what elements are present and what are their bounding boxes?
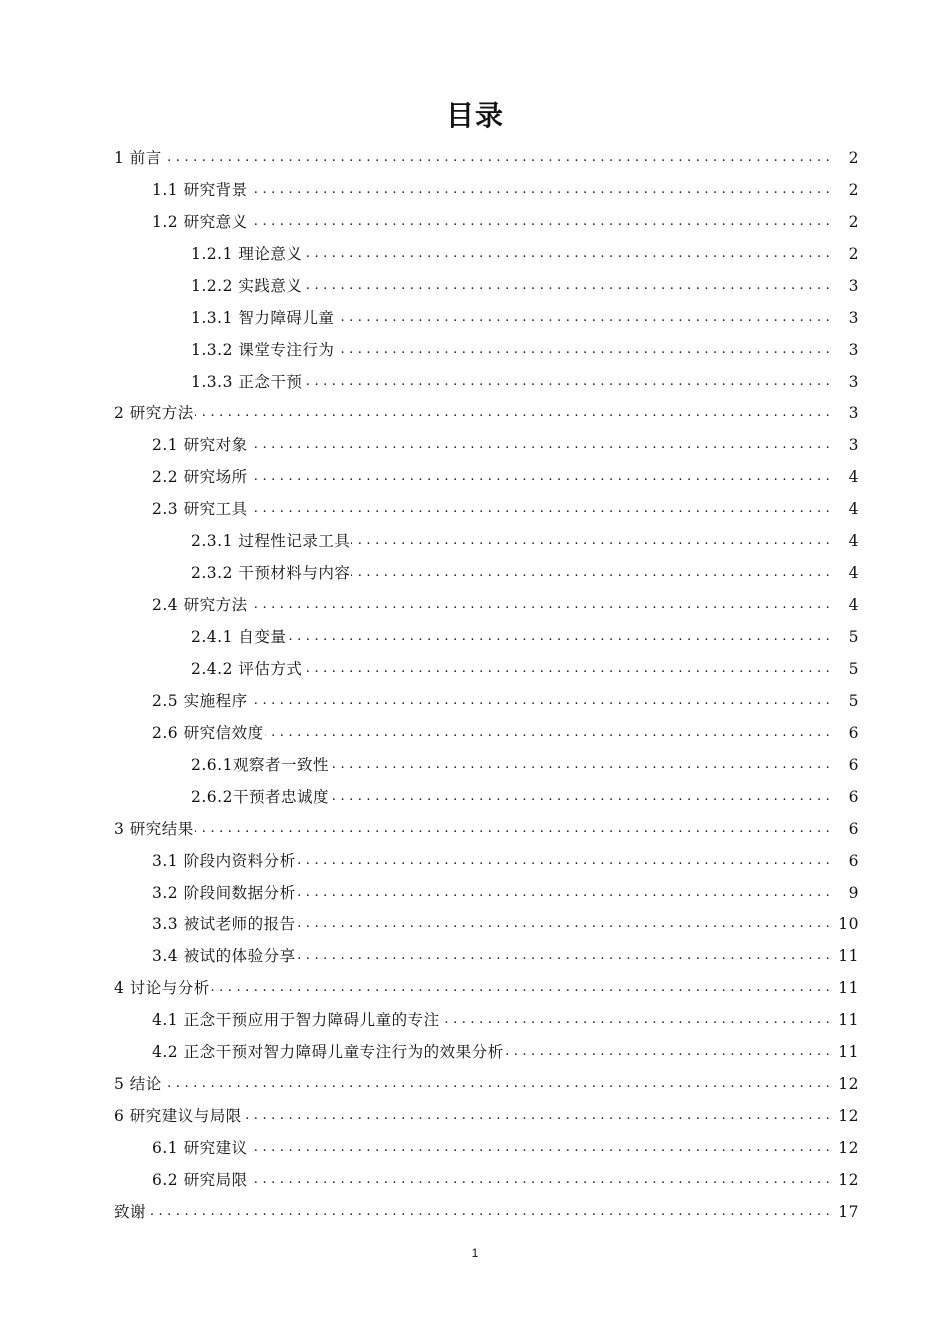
toc-dot-leader: [211, 978, 830, 998]
toc-dot-leader: [195, 403, 830, 423]
toc-entry[interactable]: [0, 142, 950, 174]
toc-entry-page: 2: [848, 212, 859, 231]
toc-entry-page: 5: [848, 628, 859, 647]
toc-entry[interactable]: [0, 238, 950, 270]
toc-entry-page: 3: [848, 436, 859, 455]
toc-entry-title: 1.3.2 课堂专注行为: [191, 340, 335, 359]
toc-entry-title: 2.3.2 干预材料与内容: [191, 564, 351, 583]
toc-entry[interactable]: [0, 461, 950, 493]
toc-entry[interactable]: [0, 653, 950, 685]
toc-entry-page: 4: [848, 532, 859, 551]
toc-dot-leader: [505, 1042, 830, 1062]
toc-dot-leader: [249, 1170, 830, 1190]
toc-entry-page: 3: [848, 308, 859, 327]
toc-entry-title: 6.2 研究局限: [152, 1170, 248, 1189]
toc-entry-title: 1 前言: [114, 148, 162, 167]
toc-entry[interactable]: [0, 940, 950, 972]
toc-entry-title: 5 结论: [114, 1075, 162, 1094]
toc-entry-title: 3.1 阶段内资料分析: [152, 851, 296, 870]
toc-dot-leader: [287, 627, 830, 647]
toc-entry[interactable]: [0, 429, 950, 461]
toc-entry-title: 2.4 研究方法: [152, 596, 248, 615]
toc-entry-page: 6: [848, 723, 859, 742]
toc-entry-page: 6: [848, 819, 859, 838]
toc-entry-page: 9: [848, 883, 859, 902]
toc-entry[interactable]: [0, 525, 950, 557]
toc-entry-title: 4 讨论与分析: [114, 979, 210, 998]
toc-entry-page: 4: [848, 564, 859, 583]
toc-entry-title: 1.2.2 实践意义: [191, 276, 303, 295]
toc-entry[interactable]: [0, 206, 950, 238]
toc-dot-leader: [249, 691, 830, 711]
toc-entry[interactable]: [0, 621, 950, 653]
toc-entry-page: 11: [838, 1043, 859, 1062]
toc-entry-title: 6 研究建议与局限: [114, 1107, 242, 1126]
toc-entry-title: 1.2.1 理论意义: [191, 244, 303, 263]
toc-title: 目录: [445, 99, 504, 132]
toc-entry[interactable]: [0, 1164, 950, 1196]
toc-dot-leader: [195, 819, 830, 839]
toc-entry-page: 4: [848, 596, 859, 615]
toc-entry-page: 5: [848, 691, 859, 710]
toc-dot-leader: [249, 435, 830, 455]
toc-entry-title: 致谢: [114, 1202, 147, 1221]
toc-entry[interactable]: [0, 589, 950, 621]
toc-entry[interactable]: [0, 685, 950, 717]
toc-dot-leader: [249, 1138, 830, 1158]
toc-entry[interactable]: [0, 1068, 950, 1100]
toc-dot-leader: [297, 946, 830, 966]
toc-dot-leader: [249, 499, 830, 519]
toc-dot-leader: [297, 851, 830, 871]
toc-entry[interactable]: [0, 334, 950, 366]
toc-entry-title: 2 研究方法: [114, 404, 194, 423]
toc-dot-leader: [303, 659, 830, 679]
toc-entry-title: 2.3.1 过程性记录工具: [191, 532, 351, 551]
toc-dot-leader: [163, 148, 830, 168]
toc-entry-title: 2.4.1 自变量: [191, 628, 287, 647]
toc-entry-page: 12: [838, 1075, 859, 1094]
toc-entry-title: 3.4 被试的体验分享: [152, 947, 296, 966]
page-number: 1: [471, 1246, 479, 1260]
toc-entry[interactable]: [0, 1196, 950, 1228]
toc-entry[interactable]: [0, 781, 950, 813]
toc-entry-page: 4: [848, 468, 859, 487]
toc-entry-page: 11: [838, 1011, 859, 1030]
toc-entry-title: 3.2 阶段间数据分析: [152, 883, 296, 902]
table-of-contents: [0, 142, 950, 1228]
toc-entry-page: 11: [838, 947, 859, 966]
toc-dot-leader: [351, 563, 830, 583]
toc-dot-leader: [249, 467, 830, 487]
toc-entry[interactable]: [0, 557, 950, 589]
toc-entry[interactable]: [0, 493, 950, 525]
toc-entry-page: 12: [838, 1139, 859, 1158]
toc-dot-leader: [330, 755, 830, 775]
toc-entry-title: 4.2 正念干预对智力障碍儿童专注行为的效果分析: [152, 1043, 504, 1062]
toc-entry-page: 2: [848, 180, 859, 199]
toc-entry[interactable]: [0, 909, 950, 941]
toc-entry-page: 11: [838, 979, 859, 998]
toc-entry[interactable]: [0, 972, 950, 1004]
toc-dot-leader: [303, 244, 830, 264]
toc-entry-page: 6: [848, 787, 859, 806]
toc-dot-leader: [147, 1202, 830, 1222]
toc-dot-leader: [297, 914, 830, 934]
toc-entry[interactable]: [0, 174, 950, 206]
toc-entry-title: 2.2 研究场所: [152, 468, 248, 487]
toc-dot-leader: [351, 531, 830, 551]
toc-dot-leader: [249, 180, 830, 200]
toc-entry-page: 2: [848, 148, 859, 167]
toc-entry-title: 1.1 研究背景: [152, 180, 248, 199]
toc-dot-leader: [249, 212, 830, 232]
toc-dot-leader: [335, 340, 830, 360]
toc-entry-title: 3 研究结果: [114, 819, 194, 838]
toc-entry-page: 4: [848, 500, 859, 519]
toc-entry-title: 2.3 研究工具: [152, 500, 248, 519]
toc-entry[interactable]: [0, 813, 950, 845]
toc-entry-title: 3.3 被试老师的报告: [152, 915, 296, 934]
toc-entry[interactable]: [0, 270, 950, 302]
toc-entry-page: 6: [848, 755, 859, 774]
toc-dot-leader: [330, 787, 830, 807]
toc-dot-leader: [335, 308, 830, 328]
toc-entry-page: 6: [848, 851, 859, 870]
toc-entry-title: 2.5 实施程序: [152, 691, 248, 710]
toc-dot-leader: [249, 595, 830, 615]
toc-entry-page: 2: [848, 244, 859, 263]
toc-entry-title: 1.2 研究意义: [152, 212, 248, 231]
toc-dot-leader: [303, 276, 830, 296]
toc-entry[interactable]: [0, 877, 950, 909]
toc-entry-title: 2.4.2 评估方式: [191, 659, 303, 678]
toc-dot-leader: [163, 1074, 830, 1094]
toc-entry-page: 3: [848, 404, 859, 423]
toc-dot-leader: [265, 723, 830, 743]
toc-entry[interactable]: [0, 1100, 950, 1132]
toc-entry-title: 4.1 正念干预应用于智力障碍儿童的专注: [152, 1011, 440, 1030]
toc-dot-leader: [441, 1010, 830, 1030]
toc-entry-page: 5: [848, 659, 859, 678]
toc-entry-title: 1.3.1 智力障碍儿童: [191, 308, 335, 327]
toc-entry[interactable]: [0, 302, 950, 334]
toc-entry[interactable]: [0, 1036, 950, 1068]
toc-entry[interactable]: [0, 845, 950, 877]
toc-entry-page: 12: [838, 1107, 859, 1126]
toc-dot-leader: [243, 1106, 830, 1126]
toc-entry-title: 2.6.1观察者一致性: [191, 755, 329, 774]
toc-entry-page: 3: [848, 372, 859, 391]
toc-entry-page: 17: [838, 1202, 859, 1221]
toc-entry[interactable]: [0, 366, 950, 398]
toc-entry-title: 2.6 研究信效度: [152, 723, 264, 742]
toc-entry-title: 1.3.3 正念干预: [191, 372, 303, 391]
toc-entry[interactable]: [0, 398, 950, 430]
toc-entry[interactable]: [0, 717, 950, 749]
toc-dot-leader: [297, 883, 830, 903]
toc-entry-title: 2.6.2干预者忠诚度: [191, 787, 329, 806]
toc-entry[interactable]: [0, 1004, 950, 1036]
toc-entry[interactable]: [0, 1132, 950, 1164]
toc-entry[interactable]: [0, 749, 950, 781]
toc-entry-page: 3: [848, 276, 859, 295]
toc-entry-title: 6.1 研究建议: [152, 1139, 248, 1158]
toc-entry-page: 3: [848, 340, 859, 359]
toc-entry-title: 2.1 研究对象: [152, 436, 248, 455]
toc-entry-page: 10: [838, 915, 859, 934]
toc-entry-page: 12: [838, 1170, 859, 1189]
toc-dot-leader: [303, 372, 830, 392]
